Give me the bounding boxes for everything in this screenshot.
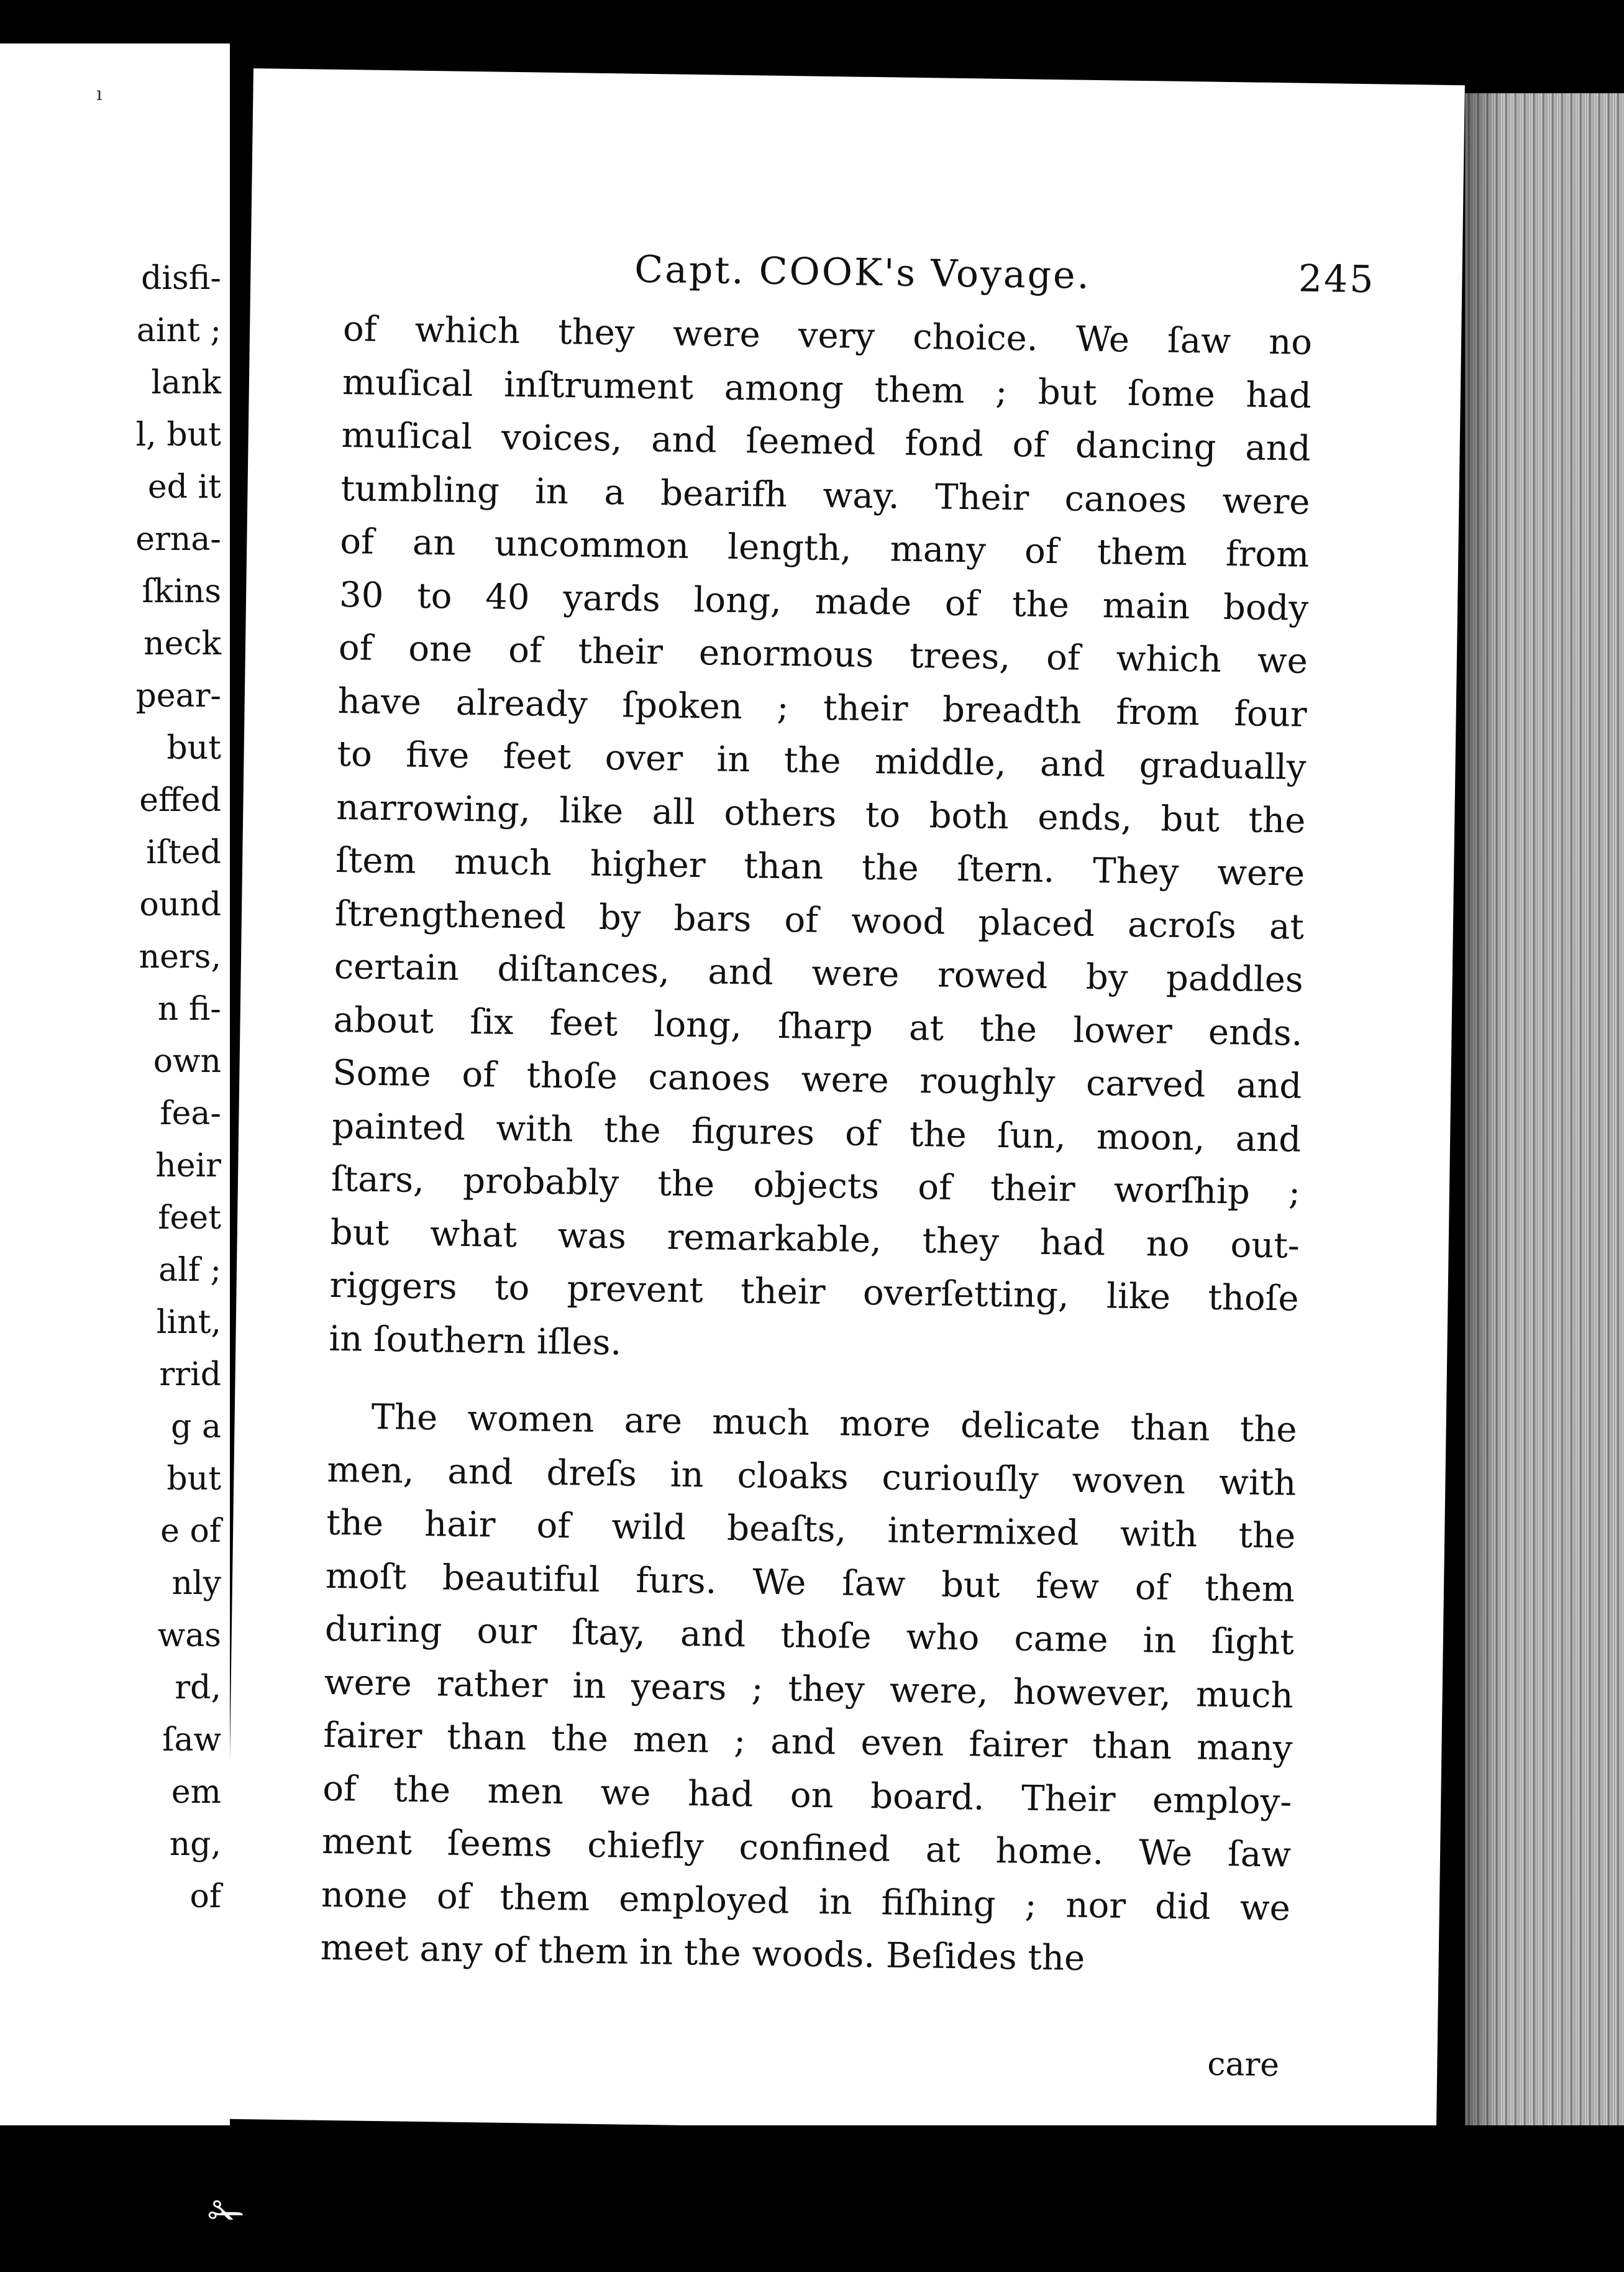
text-line: certain diſtances, and were rowed by paddles xyxy=(334,946,1304,1001)
running-head-title: Capt. COOK's Voyage. xyxy=(634,247,1092,298)
text-line: fairer than the men ; and even fairer than many xyxy=(323,1715,1293,1769)
left-page-line: heir xyxy=(155,1147,221,1184)
text-line: about ſix feet long, ſharp at the lower ends. xyxy=(333,999,1303,1054)
left-page-line: but xyxy=(167,730,221,767)
left-page-mark: ı xyxy=(96,83,103,105)
left-page-line: alf ; xyxy=(158,1252,221,1289)
text-line: ment ſeems chiefly confined at home. We ſaw xyxy=(321,1821,1292,1876)
page-number: 245 xyxy=(1298,257,1375,302)
text-line: The women are much more delicate than the xyxy=(371,1396,1298,1450)
text-line: muſical inſtrument among them ; but ſome had xyxy=(342,362,1312,416)
text-line: in ſouthern iſles. xyxy=(329,1318,622,1363)
left-page-line: l, but xyxy=(135,416,221,454)
left-page-line: but xyxy=(167,1460,221,1498)
text-line: men, and dreſs in cloaks curiouſly woven with xyxy=(327,1449,1297,1504)
body-text xyxy=(320,303,1312,1988)
left-page-line: ed it xyxy=(147,469,221,506)
left-page-line: aint ; xyxy=(136,312,221,349)
text-line: riggers to prevent their overſetting, like thoſe xyxy=(329,1265,1299,1319)
left-page-line: em xyxy=(171,1774,221,1811)
left-page-line: feet xyxy=(158,1199,221,1237)
left-page-line: of xyxy=(189,1878,221,1915)
text-line: none of them employed in fiſhing ; nor did we xyxy=(321,1874,1291,1929)
left-page-line: rrid xyxy=(159,1356,221,1393)
left-page-line: ſaw xyxy=(162,1721,221,1759)
text-line: the hair of wild beaſts, intermixed with the xyxy=(326,1502,1296,1557)
text-line: but what was remarkable, they had no out- xyxy=(330,1212,1300,1267)
left-page-line: own xyxy=(153,1043,221,1080)
text-line: ſtem much higher than the ſtern. They were xyxy=(335,840,1305,894)
text-line: muſical voices, and ſeemed fond of dancing and xyxy=(341,415,1312,469)
left-page-line: e of xyxy=(160,1513,221,1550)
text-line: moſt beautiful furs. We ſaw but few of them xyxy=(325,1555,1295,1610)
text-line: of the men we had on board. Their employ- xyxy=(322,1768,1292,1823)
left-page-line: n fi- xyxy=(157,991,221,1028)
text-line: were rather in years ; they were, however, much xyxy=(324,1662,1294,1716)
text-line: Some of thoſe canoes were roughly carved and xyxy=(332,1052,1302,1107)
text-line: of one of their enormous trees, of which we xyxy=(338,628,1308,682)
text-line: tumbling in a bearifh way. Their canoes were xyxy=(340,468,1310,523)
left-facing-page xyxy=(0,44,230,2125)
left-page-line: ners, xyxy=(139,938,221,976)
text-line: 30 to 40 yards long, made of the main body xyxy=(339,574,1309,629)
left-page-line: erna- xyxy=(135,521,221,558)
page-edges-shadow xyxy=(1465,93,1502,2256)
text-line: painted with the figures of the ſun, moon, and xyxy=(331,1106,1302,1160)
left-page-line: lint, xyxy=(156,1304,221,1341)
text-line: of an uncommon length, many of them from xyxy=(339,521,1310,575)
left-page-line: ound xyxy=(139,886,221,923)
left-page-line: nly xyxy=(171,1565,221,1602)
running-head xyxy=(486,245,1388,301)
left-page-line: disfi- xyxy=(141,260,221,297)
left-page-line: ng, xyxy=(169,1826,221,1863)
left-page-line: lank xyxy=(151,364,221,401)
text-line: ſtrengthened by bars of wood placed acroſs at xyxy=(334,893,1305,948)
pointer-mark-icon: ✁ xyxy=(208,2187,245,2238)
left-page-line: fea- xyxy=(160,1095,221,1132)
text-line: of which they were very choice. We ſaw no xyxy=(342,309,1313,363)
left-page-line: rd, xyxy=(175,1669,221,1706)
left-page-line: effed xyxy=(139,782,221,819)
text-line: to five feet over in the middle, and gradually xyxy=(337,733,1307,788)
catchword: care xyxy=(1207,2045,1280,2084)
left-page-line: ſkins xyxy=(142,573,221,610)
left-page-line: iſted xyxy=(146,834,221,871)
text-line: ſtars, probably the objects of their worſhip ; xyxy=(331,1158,1301,1213)
left-page-line: g a xyxy=(171,1408,221,1445)
left-page-text-fragments xyxy=(0,252,230,1923)
text-line: meet any of them in the woods. Beſides the xyxy=(320,1927,1085,1979)
text-line: have already ſpoken ; their breadth from four xyxy=(337,680,1308,735)
left-page-line: neck xyxy=(144,625,221,662)
main-page xyxy=(225,68,1465,2136)
text-line: during our ſtay, and thoſe who came in ſight xyxy=(324,1608,1295,1663)
text-line: narrowing, like all others to both ends, but the xyxy=(335,787,1306,841)
left-page-line: was xyxy=(157,1617,221,1654)
left-page-line: pear- xyxy=(135,677,221,715)
